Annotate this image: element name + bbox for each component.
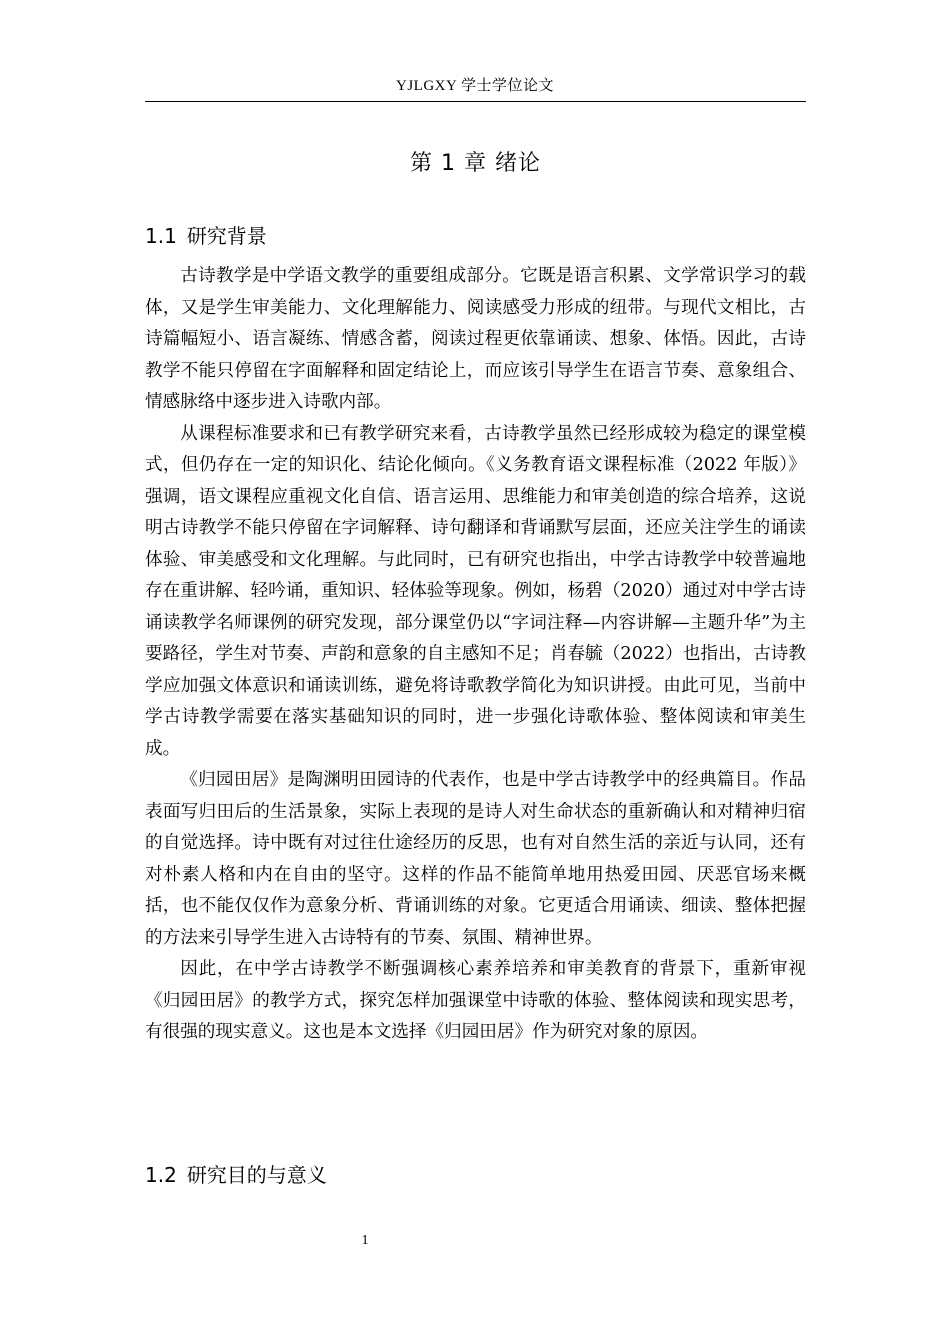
body-text — [145, 261, 806, 1049]
section-title: 研究目的与意义 — [186, 1163, 327, 1187]
paragraph: 《归园田居》是陶渊明田园诗的代表作，也是中学古诗教学中的经典篇目。作品表面写归田后的生活景象，实际上表现的是诗人对生命状态的重新确认和对精神归宿的自觉选择。诗中既有对过往仕途经历的反思，也有对自然生活的亲近与认同，还有对朴素人格和内在自由的坚守。这样的作品不能简单地用热爱田园、厌恶官场来概括，也不能仅仅作为意象分析、背诵训练的对象。它更适合用诵读、细读、整体把握的方法来引导学生进入古诗特有的节奏、氛围、精神世界。 — [145, 770, 806, 948]
page-number: 1 — [361, 1233, 369, 1248]
section-number: 1.1 — [145, 224, 177, 248]
section-heading-purpose — [145, 1161, 327, 1189]
section-number: 1.2 — [145, 1163, 177, 1187]
section-heading-background — [145, 222, 267, 250]
paragraph: 古诗教学是中学语文教学的重要组成部分。它既是语言积累、文学常识学习的载体，又是学生审美能力、文化理解能力、阅读感受力形成的纽带。与现代文相比，古诗篇幅短小、语言凝练、情感含蓄，阅读过程更依靠诵读、想象、体悟。因此，古诗教学不能只停留在字面解释和固定结论上，而应该引导学生在语言节奏、意象组合、情感脉络中逐步进入诗歌内部。 — [145, 266, 806, 412]
paragraph: 因此，在中学古诗教学不断强调核心素养培养和审美教育的背景下，重新审视《归园田居》的教学方式，探究怎样加强课堂中诗歌的体验、整体阅读和现实思考，有很强的现实意义。这也是本文选择《归园田居》作为研究对象的原因。 — [145, 959, 806, 1042]
header-rule — [145, 101, 806, 102]
running-header: YJLGXY 学士学位论文 — [395, 78, 555, 94]
section-title: 研究背景 — [186, 224, 267, 248]
paragraph: 从课程标准要求和已有教学研究来看，古诗教学虽然已经形成较为稳定的课堂模式，但仍存在一定的知识化、结论化倾向。《义务教育语文课程标准（2022 年版）》强调，语文课程应重视文化自信、语言运用、思维能力和审美创造的综合培养，这说明古诗教学不能只停留在字词解释、诗句翻译和背诵默写层面，还应关注学生的诵读体验、审美感受和文化理解。与此同时，已有研究也指出，中学古诗教学中较普遍地存在重讲解、轻吟诵，重知识、轻体验等现象。例如，杨碧（2020）通过对中学古诗诵读教学名师课例的研究发现，部分课堂仍以“字词注释—内容讲解—主题升华”为主要路径，学生对节奏、声韵和意象的自主感知不足；肖春毓（2022）也指出，古诗教学应加强文体意识和诵读训练，避免将诗歌教学简化为知识讲授。由此可见，当前中学古诗教学需要在落实基础知识的同时，进一步强化诗歌体验、整体阅读和审美生成。 — [145, 423, 806, 759]
chapter-title: 第 1 章 绪论 — [410, 151, 541, 176]
